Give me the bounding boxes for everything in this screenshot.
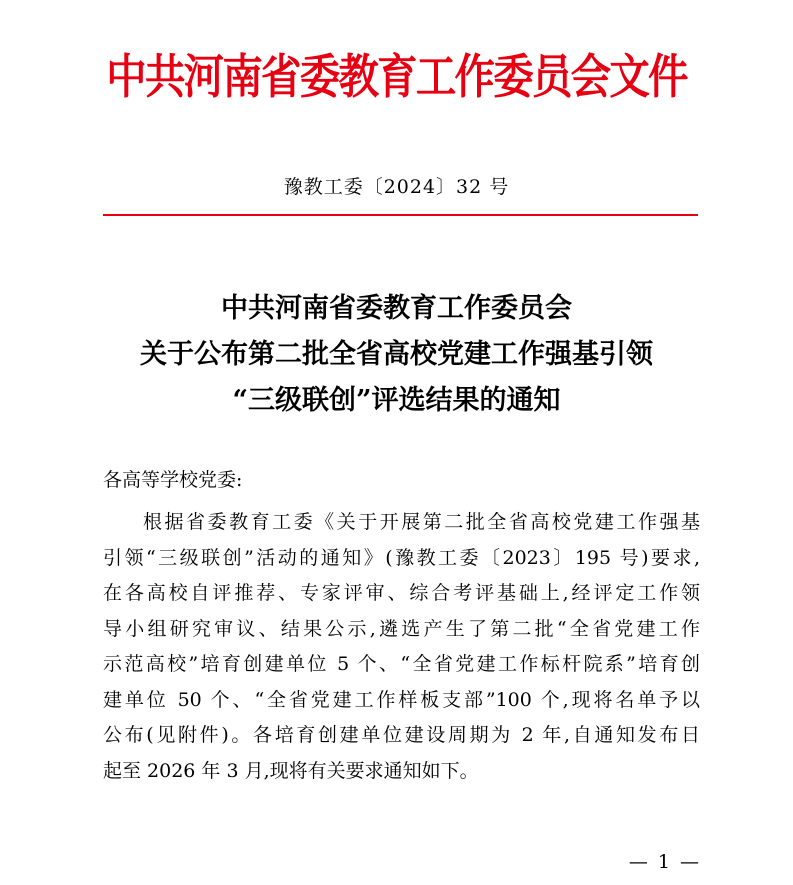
title-line-3: “三级联创”评选结果的通知 — [232, 385, 561, 416]
body-line: 公布(见附件)。各培育创建单位建设周期为 2 年,自通知发布日 — [103, 724, 700, 746]
body-line: 在各高校自评推荐、专家评审、综合考评基础上,经评定工作领 — [103, 582, 700, 604]
body-line: 导小组研究审议、结果公示,遴选产生了第二批“全省党建工作 — [103, 617, 700, 640]
title-line-2: 关于公布第二批全省高校党建工作强基引领 — [140, 339, 653, 370]
red-divider-line — [103, 214, 698, 216]
body-line: 根据省委教育工委《关于开展第二批全省高校党建工作强基 — [143, 511, 700, 533]
page-number: — 1 — — [628, 851, 701, 873]
body-line: 起至 2026 年 3 月,现将有关要求通知如下。 — [103, 759, 479, 782]
body-line: 示范高校”培育创建单位 5 个、“全省党建工作标杆院系”培育创 — [103, 653, 700, 675]
title-line-1: 中共河南省委教育工作委员会 — [221, 293, 572, 324]
body-line: 建单位 50 个、“全省党建工作样板支部”100 个,现将名单予以 — [103, 688, 700, 711]
notice-title — [0, 286, 793, 424]
salutation: 各高等学校党委: — [103, 469, 243, 491]
document-number: 豫教工委〔2024〕32 号 — [283, 176, 510, 198]
masthead-title: 中共河南省委教育工作委员会文件 — [106, 50, 687, 105]
body-line: 引领“三级联创”活动的通知》(豫教工委〔2023〕195 号)要求, — [103, 546, 700, 569]
body-paragraph — [103, 505, 703, 789]
